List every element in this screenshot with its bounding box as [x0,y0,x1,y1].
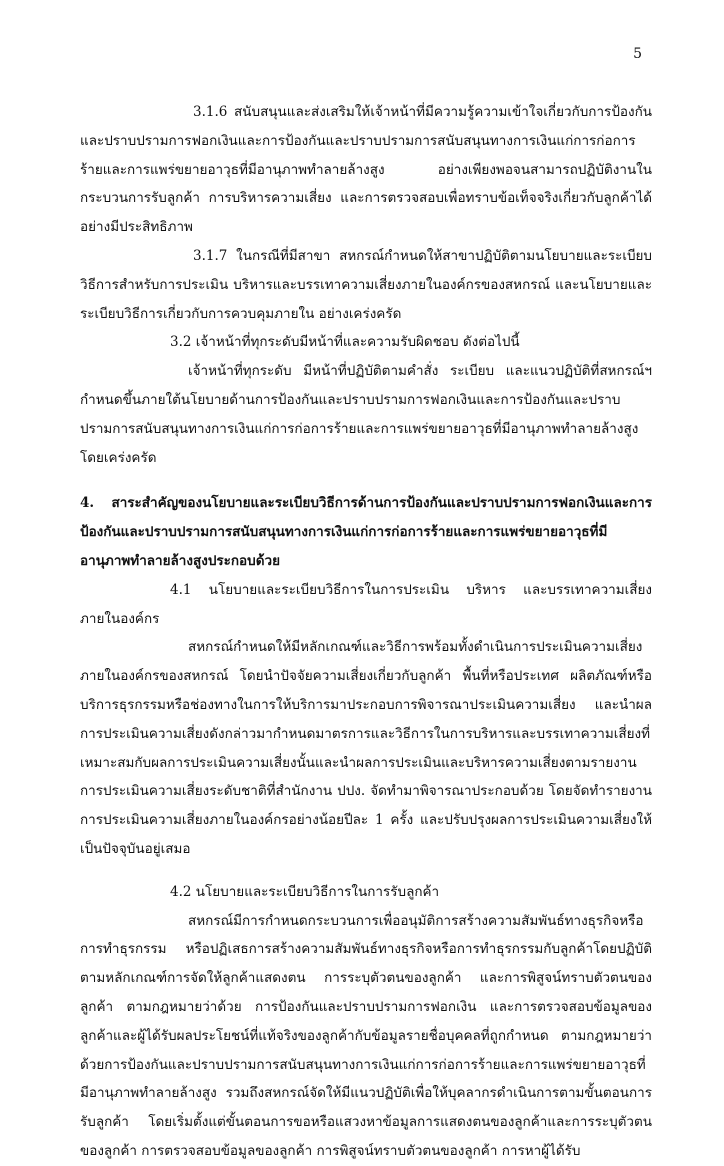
paragraph-3-1-6: 3.1.6 สนับสนุนและส่งเสริมให้เจ้าหน้าที่มีความรู้ความเข้าใจเกี่ยวกับการป้องกันและปราบปรามการฟอกเงินและการป้องกันและปราบปรามการสนับสนุนทางการเงินแก่การก่อการร้ายและการแพร่ขยายอาวุธที่มีอานุภาพทำลายล้างสูง อย่างเพียงพอจนสามารถปฏิบัติงานในกระบวนการรับลูกค้า การบริหารความเสี่ยง และการตรวจสอบเพื่อทราบข้อเท็จจริงเกี่ยวกับลูกค้าได้อย่างมีประสิทธิภาพ [80,104,652,236]
paragraph-4-2-body: สหกรณ์มีการกำหนดกระบวนการเพื่ออนุมัติการสร้างความสัมพันธ์ทางธุรกิจหรือการทำธุรกรรม หรือปฏิเสธการสร้างความสัมพันธ์ทางธุรกิจหรือการทำธุรกรรมกับลูกค้าโดยปฏิบัติตามหลักเกณฑ์การจัดให้ลูกค้าแสดงตน การระบุตัวตนของลูกค้า และการพิสูจน์ทราบตัวตนของลูกค้า ตามกฎหมายว่าด้วย การป้องกันและปราบปรามการฟอกเงิน และการตรวจสอบข้อมูลของลูกค้าและผู้ได้รับผลประโยชน์ที่แท้จริงของลูกค้ากับข้อมูลรายชื่อบุคคลที่ถูกกำหนด ตามกฎหมายว่าด้วยการป้องกันและปราบปรามการสนับสนุนทางการเงินแก่การก่อการร้ายและการแพร่ขยายอาวุธที่มีอานุภาพทำลายล้างสูง รวมถึงสหกรณ์จัดให้มีแนวปฏิบัติเพื่อให้บุคลากรดำเนินการตามขั้นตอนการรับลูกค้า โดยเริ่มตั้งแต่ขั้นตอนการขอหรือแสวงหาข้อมูลการแสดงตนของลูกค้าและการระบุตัวตนของลูกค้า การตรวจสอบข้อมูลของลูกค้า การพิสูจน์ทราบตัวตนของลูกค้า การหาผู้ได้รับ [80,912,652,1159]
document-body [80,98,652,1166]
paragraph-3-2-body: เจ้าหน้าที่ทุกระดับ มีหน้าที่ปฏิบัติตามคำสั่ง ระเบียบ และแนวปฏิบัติที่สหกรณ์ฯกำหนดขึ้นภายใต้นโยบายด้านการป้องกันและปราบปรามการฟอกเงินและการป้องกันและปราบปรามการสนับสนุนทางการเงินแก่การก่อการร้ายและการแพร่ขยายอาวุธที่มีอานุภาพทำลายล้างสูงโดยเคร่งครัด [80,363,652,466]
section-4-1-heading: 4.1 นโยบายและระเบียบวิธีการในการประเมิน บริหาร และบรรเทาความเสี่ยงภายในองค์กร [80,581,652,627]
section-3-2-heading: 3.2 เจ้าหน้าที่ทุกระดับมีหน้าที่และความรับผิดชอบ ดังต่อไปนี้ [170,334,520,351]
paragraph-spacer [80,864,652,878]
paragraph-3-1-7: 3.1.7 ในกรณีที่มีสาขา สหกรณ์กำหนดให้สาขาปฏิบัติตามนโยบายและระเบียบวิธีการสำหรับการประเมิน บริหารและบรรเทาความเสี่ยงภายในองค์กรของสหกรณ์ และนโยบายและระเบียบวิธีการเกี่ยวกับการควบคุมภายใน อย่างเคร่งครัด [80,247,652,322]
page-number: 5 [633,46,642,62]
section-4-heading: 4. สาระสำคัญของนโยบายและระเบียบวิธีการด้านการป้องกันและปราบปรามการฟอกเงินและการป้องกันและปราบปรามการสนับสนุนทางการเงินแก่การก่อการร้ายและการแพร่ขยายอาวุธที่มีอานุภาพทำลายล้างสูงประกอบด้วย [80,495,652,569]
section-4-2-heading: 4.2 นโยบายและระเบียบวิธีการในการรับลูกค้า [170,883,440,900]
paragraph-4-1-body: สหกรณ์กำหนดให้มีหลักเกณฑ์และวิธีการพร้อมทั้งดำเนินการประเมินความเสี่ยงภายในองค์กรของสหกรณ์ โดยนำปัจจัยความเสี่ยงเกี่ยวกับลูกค้า พื้นที่หรือประเทศ ผลิตภัณฑ์หรือบริการธุรกรรมหรือช่องทางในการให้บริการมาประกอบการพิจารณาประเมินความเสี่ยง และนำผลการประเมินความเสี่ยงดังกล่าวมากำหนดมาตรการและวิธีการในการบริหารและบรรเทาความเสี่ยงที่เหมาะสมกับผลการประเมินความเสี่ยงนั้นและนำผลการประเมินและบริหารความเสี่ยงตามรายงานการประเมินความเสี่ยงระดับชาติที่สำนักงาน ปปง. จัดทำมาพิจารณาประกอบด้วย โดยจัดทำรายงานการประเมินความเสี่ยงภายในองค์กรอย่างน้อยปีละ 1 ครั้ง และปรับปรุงผลการประเมินความเสี่ยงให้เป็นปัจจุบันอยู่เสมอ [80,639,652,857]
